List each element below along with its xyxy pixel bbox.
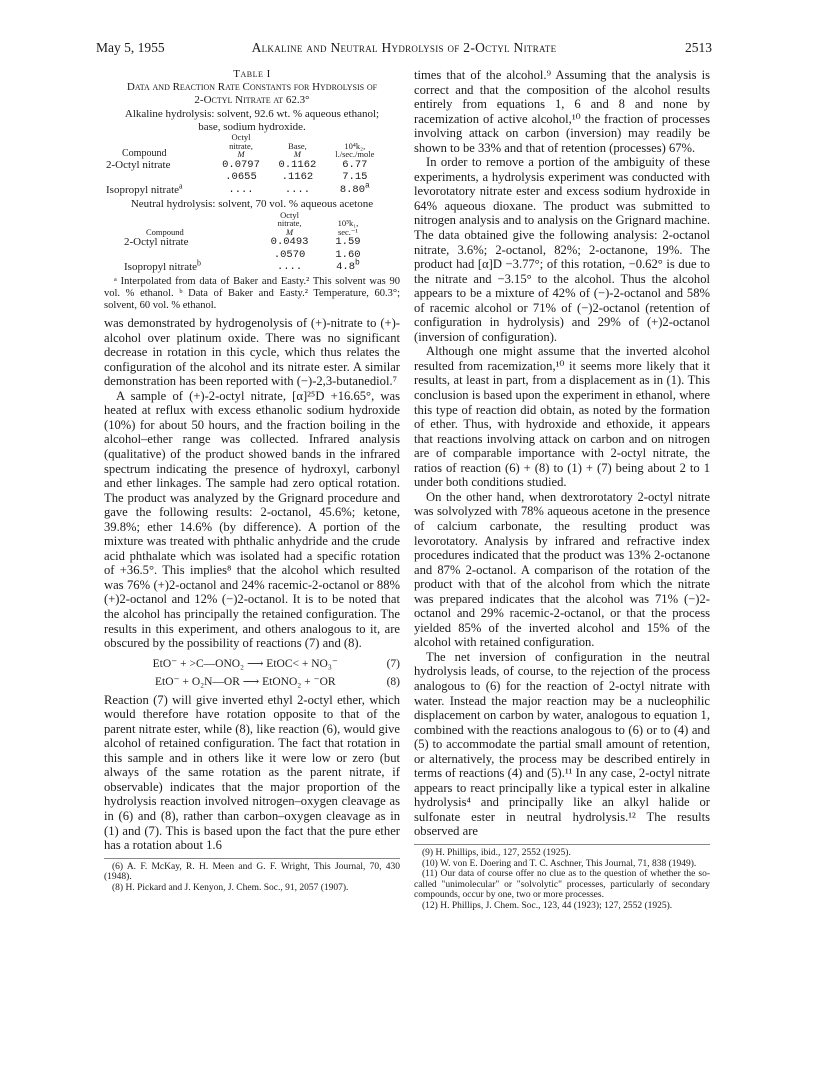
- cell-nitrate: .0570: [273, 248, 306, 261]
- cell-base: 0.1162: [278, 158, 317, 171]
- table-number: Table I: [233, 68, 271, 80]
- right-footnotes: [414, 848, 710, 912]
- footnote: (10) W. von E. Doering and T. C. Aschner, This Journal, 71, 838 (1949).: [422, 858, 697, 869]
- cell-nitrate: .0655: [225, 171, 257, 184]
- table-row: [122, 249, 372, 262]
- table-title-line1: Data and Reaction Rate Constants for Hydrolysis of: [126, 81, 378, 93]
- paragraph: The net inversion of configuration in the neutral hydrolysis leads, of course, to the rejection of the process analogous to (6) for the reaction of 2-octyl nitrate with water. Instead the major reaction may be a nucleophilic displacement on carbon by water, analogous to equation 1, combined with the reactions analogous to (6) or to (4) and (5) to accommodate the partial small amount of retention, or alternatively, the process may be described entirely in terms of reactions (4) and (5).¹¹ In any case, 2-octyl nitrate appears to react principally like a typical ester in alkaline hydrolysis⁴ and principally like an alkyl halide or sulfonate ester in neutral hydrolysis.¹² The results observed are: [414, 649, 710, 839]
- cell-nitrate: ....: [228, 183, 254, 196]
- cell-compound: Isopropyl nitrate$^b$: [124, 258, 202, 274]
- col-k1: 10⁵k₁, sec.⁻¹: [337, 218, 359, 237]
- footnote-divider: [104, 858, 400, 859]
- left-footnotes: [104, 862, 400, 894]
- header-date: May 5, 1955: [96, 40, 165, 55]
- cell-base: ....: [284, 183, 311, 196]
- header-title: Alkaline and Neutral Hydrolysis of 2-Octyl Nitrate: [251, 40, 557, 55]
- alkaline-header-row: [104, 133, 384, 159]
- equation-number: (7): [386, 657, 400, 670]
- paragraph: was demonstrated by hydrogenolysis of (+)-nitrate to (+)-alcohol over platinum oxide. There was no significant decrease in rotation in this cycle, which thus relates the configuration of the alcohol and its nitrate ester. A similar demonstration has been reported with (−)-2,3-butanediol.⁷: [104, 316, 400, 389]
- col-k2: 10⁴k₂, l./sec./mole: [335, 140, 375, 159]
- alkaline-condition-1: Alkaline hydrolysis: solvent, 92.6 wt. % aqueous ethanol;: [124, 108, 380, 120]
- paragraph: In order to remove a portion of the ambiguity of these experiments, a hydrolysis experiment was conducted with levorotatory nitrate ester and excess sodium hydroxide in 64% aqueous dioxane. The product was submitted to nitrogen analysis and to analysis on the Grignard machine. The data obtained give the following analysis: 2-octanol nitrate, 3.6%; 2-octanol, 82%; 2-octanone, 19%. The product had [α]D −3.77°; of this rotation, −0.62° is due to the nitrate and −3.15° to the alcohol. Thus the alcohol appears to be a mixture of 42% of (−)-2-octanol and 58% of racemic alcohol or 71% of (−)2-octanol (retention of configuration in hydrolysis) and 29% of (+)2-octanol (inversion of configuration).: [414, 155, 710, 344]
- paragraph: A sample of (+)-2-octyl nitrate, [α]²⁵D +16.65°, was heated at reflux with excess ethanolic sodium hydroxide (10%) for about 50 hours, and the fraction boiling in the alcohol–ether range was collected. Infrared analysis (qualitative) of the product showed bands in the infrared spectrum indicating the presence of hydroxyl, carbonyl and ether linkages. The sample had zero optical rotation. The product was analyzed by the Grignard procedure and gave the following results: 2-octanol, 45.6%; ketone, 39.8%; ether 14.6% (by difference). A portion of the mixture was treated with phthalic anhydride and the crude acid phthalate which was isolated had a specific rotation of +36.5°. This implies⁸ that the alcohol which resulted was 76% (+)2-octanol and 24% racemic-2-octanol or 88% (+)2-octanol and 12% (−)2-octanol. It is to be noted that the alcohol has principally the retained configuration. The results in this experiment, and others analogous to it, are obscured by the possibility of reactions (7) and (8).: [104, 388, 400, 651]
- table-row: [122, 236, 372, 249]
- table-row: [104, 159, 384, 172]
- cell-k: 6.77: [342, 158, 368, 171]
- cell-k: 1.60: [335, 248, 361, 261]
- table-row: [104, 184, 384, 197]
- cell-base: .1162: [281, 171, 314, 184]
- neutral-condition: Neutral hydrolysis: solvent, 70 vol. % aqueous acetone: [130, 198, 374, 211]
- footnote: (6) A. F. McKay, R. H. Meen and G. F. Wright, This Journal, 70, 430 (1948).: [104, 861, 400, 883]
- equation-7: [104, 657, 400, 671]
- table-caption: [104, 68, 400, 107]
- paragraph: Reaction (7) will give inverted ethyl 2-octyl ether, which would therefore have rotation opposite to that of the parent nitrate ester, while (8), like reaction (6), would give alcohol of retained configuration. The fact that rotation in this sample and in others like it were low or zero (but always of the same rotation as the parent nitrate, if observable) indicates that the major proportion of the hydrolysis reaction involved nitrogen–oxygen cleavage as in (6) and (8), rather than carbon–oxygen cleavage as in (1) and (7). This is based upon the fact that the pure ether has a rotation about 1.6: [104, 692, 400, 853]
- header-page-number: 2513: [685, 40, 712, 55]
- footnote: (8) H. Pickard and J. Kenyon, J. Chem. Soc., 91, 2057 (1907).: [112, 882, 349, 893]
- neutral-header-row: [122, 211, 372, 237]
- cell-nitrate: ....: [276, 261, 303, 274]
- cell-k: 7.15: [342, 171, 368, 184]
- equation-8: [104, 675, 400, 689]
- cell-nitrate: 0.0493: [270, 236, 309, 249]
- footnote: (11) Our data of course offer no clue as to the question of whether the so-called "unimolecular" or "solvolytic" processes, particularly of secondary compounds, occur by one, two or more processes.: [414, 869, 710, 901]
- equation-text: EtO⁻ + >C—ONO₂ ⟶ EtOC< + NO₃⁻: [152, 657, 338, 670]
- equation-text: EtO⁻ + O₂N—OR ⟶ EtONO₂ + ⁻OR: [154, 675, 336, 688]
- table-title-line2: 2-Octyl Nitrate at 62.3°: [194, 94, 310, 106]
- running-head: [96, 40, 712, 58]
- neutral-table: [122, 211, 372, 274]
- table-1: [104, 68, 400, 312]
- footnote-divider: [414, 844, 710, 845]
- table-row: [104, 171, 384, 184]
- equation-number: (8): [386, 675, 400, 688]
- paragraph: Although one might assume that the inverted alcohol resulted from racemization,¹⁰ it seems more likely that it results, at least in part, from a displacement as in (1). This conclusion is based upon the experiment in ethanol, where this type of reaction did obtain, as noted by the formation of ether. Thus, with hydroxide and ethoxide, it appears that reactions involving attack on carbon and on nitrogen are of comparable importance with 2-octyl nitrate, the ratios of reaction (6) + (8) to (1) + (7) being about 2 to 1 under both conditions studied.: [414, 344, 710, 490]
- paragraph: On the other hand, when dextrorotatory 2-octyl nitrate was solvolyzed with 78% aqueous acetone in the presence of calcium carbonate, the resulting product was levorotatory. Analysis by infrared and refractive index procedures indicated that the product was 13% 2-octanone and 87% 2-octanol. A comparison of the rotation of the product with that of the alcohol from which the nitrate was prepared indicates that the alcohol was 71% (−)2-octanol and 29% racemic-2-octanol, or that the process yielded 85% of the inverted alcohol and 15% of the alcohol with retained configuration.: [414, 489, 710, 650]
- left-body: [104, 316, 400, 651]
- alkaline-table: [104, 133, 384, 196]
- cell-nitrate: 0.0797: [222, 158, 260, 171]
- col-compound: Compound: [122, 148, 167, 159]
- col-octyl-nitrate: Octyl nitrate, M: [277, 209, 302, 237]
- right-column: [414, 68, 710, 912]
- cell-k: 1.59: [335, 236, 361, 249]
- cell-compound: 2-Octyl nitrate: [106, 158, 171, 171]
- col-octyl-nitrate: Octyl nitrate, M: [229, 132, 253, 159]
- cell-compound: [122, 249, 255, 262]
- paragraph: times that of the alcohol.⁹ Assuming that the analysis is correct and that the composition of the alcohol results entirely from equations 1, 6 and 8 and none by racemization of active alcohol,¹⁰ the fraction of processes involving attack on carbon (inversion) may readily be shown to be 33% and that of retention (processes) 67%.: [414, 68, 710, 155]
- cell-k: 8.80$^a$: [339, 181, 370, 196]
- footnote: (12) H. Phillips, J. Chem. Soc., 123, 44 (1923); 127, 2552 (1925).: [422, 900, 673, 911]
- alkaline-condition-2: base, sodium hydroxide.: [198, 120, 306, 133]
- left-column: [104, 68, 400, 893]
- cell-compound: [104, 171, 213, 184]
- cell-compound: 2-Octyl nitrate: [124, 236, 189, 249]
- col-compound: Compound: [146, 226, 184, 237]
- table-row: [122, 261, 372, 274]
- cell-k: 4.8$^b$: [336, 258, 360, 274]
- col-base: Base, M: [288, 140, 307, 159]
- cell-compound: Isopropyl nitrate$^a$: [106, 181, 183, 196]
- table-footnote: ᵃ Interpolated from data of Baker and Easty.² This solvent was 90 vol. % ethanol. ᵇ Data of Baker and Easty.² Temperature, 60.3°; solvent, 60 vol. % ethanol.: [104, 276, 400, 312]
- footnote: (9) H. Phillips, ibid., 127, 2552 (1925).: [422, 847, 571, 858]
